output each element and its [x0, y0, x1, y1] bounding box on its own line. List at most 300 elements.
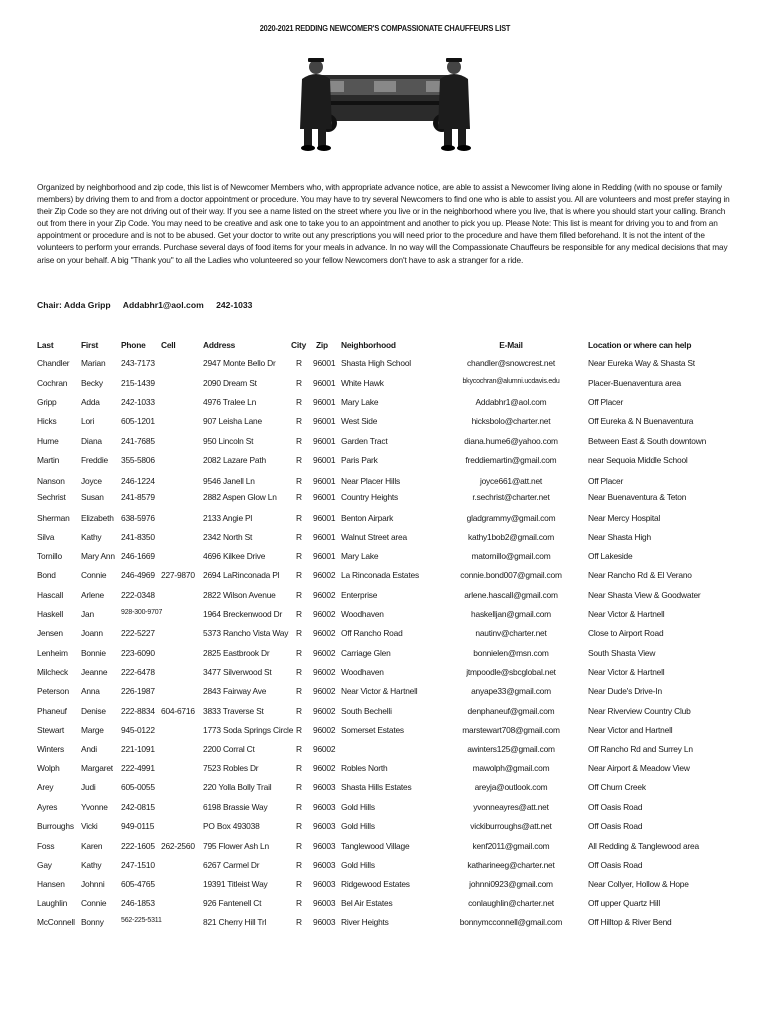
row-first-name: Arlene — [81, 590, 105, 600]
row-city: R — [296, 416, 302, 426]
row-address: 5373 Rancho Vista Way — [203, 628, 289, 638]
row-last-name: Milcheck — [37, 667, 68, 677]
row-neighborhood: Woodhaven — [341, 667, 384, 677]
row-city: R — [296, 821, 302, 831]
table-row — [0, 609, 770, 625]
row-email: bonnielen@msn.com — [473, 648, 549, 658]
row-phone: 222-5227 — [121, 628, 155, 638]
table-header — [0, 340, 770, 352]
row-zip: 96002 — [313, 706, 336, 716]
row-zip: 96001 — [313, 378, 336, 388]
row-email: areyja@outlook.com — [474, 782, 548, 792]
row-address: PO Box 493038 — [203, 821, 260, 831]
table-row — [0, 841, 770, 857]
row-city: R — [296, 763, 302, 773]
limousine-chauffeurs-illustration — [298, 55, 472, 153]
row-city: R — [296, 513, 302, 523]
row-zip: 96002 — [313, 725, 336, 735]
row-address: 9546 Janell Ln — [203, 476, 255, 486]
row-email: kathy1bob2@gmail.com — [468, 532, 554, 542]
row-phone: 226-1987 — [121, 686, 155, 696]
row-location: Near Victor and Hartnell — [588, 725, 673, 735]
row-first-name: Joyce — [81, 476, 102, 486]
row-city: R — [296, 570, 302, 580]
row-location: Off Oasis Road — [588, 802, 643, 812]
row-address: 19391 Titleist Way — [203, 879, 268, 889]
row-last-name: Burroughs — [37, 821, 74, 831]
chair-line — [37, 300, 262, 310]
row-address: 6267 Carmel Dr — [203, 860, 260, 870]
row-first-name: Diana — [81, 436, 102, 446]
row-zip: 96002 — [313, 609, 336, 619]
row-last-name: Hascall — [37, 590, 64, 600]
row-city: R — [296, 358, 302, 368]
row-first-name: Johnni — [81, 879, 105, 889]
row-neighborhood: West Side — [341, 416, 378, 426]
header-location: Location or where can help — [588, 340, 692, 350]
row-phone: 246-4969 — [121, 570, 155, 580]
row-address: 2843 Fairway Ave — [203, 686, 267, 696]
table-row — [0, 879, 770, 895]
row-city: R — [296, 378, 302, 388]
row-phone: 222-0348 — [121, 590, 155, 600]
table-row — [0, 397, 770, 413]
chair-email: Addabhr1@aol.com — [122, 300, 204, 310]
row-last-name: Stewart — [37, 725, 64, 735]
row-first-name: Connie — [81, 570, 107, 580]
row-zip: 96001 — [313, 397, 336, 407]
row-location: Near Victor & Hartnell — [588, 667, 665, 677]
table-row — [0, 706, 770, 722]
row-email: arlene.hascall@gmail.com — [464, 590, 558, 600]
page-title: 2020-2021 REDDING NEWCOMER'S COMPASSIONATE CHAUFFEURS LIST — [259, 24, 511, 33]
row-location: South Shasta View — [588, 648, 656, 658]
row-neighborhood: Walnut Street area — [341, 532, 407, 542]
row-email: yvonneayres@att.net — [473, 802, 549, 812]
row-neighborhood: South Bechelli — [341, 706, 392, 716]
row-zip: 96003 — [313, 860, 336, 870]
row-last-name: Haskell — [37, 609, 64, 619]
row-last-name: Hansen — [37, 879, 65, 889]
row-last-name: Cochran — [37, 378, 68, 388]
row-first-name: Denise — [81, 706, 106, 716]
table-row — [0, 378, 770, 394]
row-address: 2200 Corral Ct — [203, 744, 255, 754]
row-email: chandler@snowcrest.net — [467, 358, 555, 368]
row-first-name: Anna — [81, 686, 100, 696]
row-email: conlaughlin@charter.net — [468, 898, 554, 908]
row-city: R — [296, 917, 302, 927]
row-zip: 96002 — [313, 590, 336, 600]
row-last-name: McConnell — [37, 917, 75, 927]
row-first-name: Andi — [81, 744, 97, 754]
row-phone: 605-4765 — [121, 879, 155, 889]
row-phone: 243-7173 — [121, 358, 155, 368]
row-last-name: Gay — [37, 860, 52, 870]
row-city: R — [296, 590, 302, 600]
row-neighborhood: Country Heights — [341, 492, 399, 502]
row-address: 2133 Angie Pl — [203, 513, 253, 523]
row-zip: 96001 — [313, 455, 336, 465]
row-neighborhood: Gold Hills — [341, 821, 375, 831]
row-location: near Sequoia Middle School — [588, 455, 688, 465]
row-first-name: Freddie — [81, 455, 108, 465]
row-address: 2882 Aspen Glow Ln — [203, 492, 277, 502]
row-city: R — [296, 667, 302, 677]
table-row — [0, 416, 770, 432]
row-last-name: Phaneuf — [37, 706, 67, 716]
row-last-name: Wolph — [37, 763, 60, 773]
row-location: Near Shasta High — [588, 532, 651, 542]
header-phone: Phone — [121, 340, 146, 350]
row-neighborhood: La Rinconada Estates — [341, 570, 419, 580]
table-row — [0, 476, 770, 492]
header-neighborhood: Neighborhood — [341, 340, 396, 350]
row-location: Near Riverview Country Club — [588, 706, 691, 716]
row-phone: 605-1201 — [121, 416, 155, 426]
row-zip: 96002 — [313, 667, 336, 677]
row-location: Near Mercy Hospital — [588, 513, 661, 523]
row-neighborhood: Enterprise — [341, 590, 378, 600]
row-address: 2694 LaRinconada Pl — [203, 570, 280, 580]
row-zip: 96002 — [313, 686, 336, 696]
row-last-name: Hume — [37, 436, 59, 446]
row-first-name: Jan — [81, 609, 94, 619]
table-row — [0, 455, 770, 471]
row-phone: 215-1439 — [121, 378, 155, 388]
table-row — [0, 686, 770, 702]
header-zip: Zip — [316, 340, 328, 350]
row-city: R — [296, 879, 302, 889]
row-first-name: Margaret — [81, 763, 113, 773]
row-first-name: Susan — [81, 492, 104, 502]
row-neighborhood: Near Placer Hills — [341, 476, 400, 486]
row-zip: 96002 — [313, 744, 336, 754]
row-location: Off Placer — [588, 397, 624, 407]
row-phone: 605-0055 — [121, 782, 155, 792]
row-phone: 242-0815 — [121, 802, 155, 812]
row-last-name: Peterson — [37, 686, 69, 696]
row-last-name: Martin — [37, 455, 60, 465]
row-city: R — [296, 841, 302, 851]
row-email: marstewart708@gmail.com — [462, 725, 560, 735]
table-row — [0, 917, 770, 933]
row-last-name: Laughlin — [37, 898, 68, 908]
row-city: R — [296, 551, 302, 561]
row-city: R — [296, 744, 302, 754]
row-address: 2822 Wilson Avenue — [203, 590, 276, 600]
row-phone: 223-6090 — [121, 648, 155, 658]
chair-name: Chair: Adda Gripp — [37, 300, 111, 310]
row-zip: 96001 — [313, 358, 336, 368]
row-zip: 96002 — [313, 628, 336, 638]
chair-phone: 242-1033 — [216, 300, 253, 310]
row-neighborhood: Gold Hills — [341, 860, 375, 870]
table-row — [0, 513, 770, 529]
row-email: joyce661@att.net — [479, 476, 543, 486]
row-last-name: Chandler — [37, 358, 70, 368]
row-email: freddiemartin@gmail.com — [465, 455, 557, 465]
row-location: Off Eureka & N Buenaventura — [588, 416, 694, 426]
row-neighborhood: Carriage Glen — [341, 648, 391, 658]
row-zip: 96002 — [313, 570, 336, 580]
row-email: bonnymcconnell@gmail.com — [459, 917, 563, 927]
row-first-name: Karen — [81, 841, 103, 851]
row-neighborhood: White Hawk — [341, 378, 384, 388]
row-email: bkycochran@alumni.ucdavis.edu — [462, 378, 560, 385]
row-location: Near Shasta View & Goodwater — [588, 590, 701, 600]
row-city: R — [296, 898, 302, 908]
row-location: Near Eureka Way & Shasta St — [588, 358, 695, 368]
row-first-name: Marian — [81, 358, 106, 368]
row-zip: 96003 — [313, 841, 336, 851]
row-address: 4976 Tralee Ln — [203, 397, 257, 407]
table-row — [0, 763, 770, 779]
row-email: nautinv@charter.net — [475, 628, 547, 638]
row-first-name: Judi — [81, 782, 96, 792]
table-row — [0, 570, 770, 586]
row-address: 907 Leisha Lane — [203, 416, 262, 426]
row-email: denphaneuf@gmail.com — [467, 706, 555, 716]
row-phone: 246-1853 — [121, 898, 155, 908]
table-row — [0, 821, 770, 837]
row-city: R — [296, 436, 302, 446]
row-zip: 96003 — [313, 782, 336, 792]
row-first-name: Kathy — [81, 860, 102, 870]
row-phone: 247-1510 — [121, 860, 155, 870]
row-email: jtmpoodle@sbcglobal.net — [466, 667, 556, 677]
row-address: 2342 North St — [203, 532, 253, 542]
header-last: Last — [37, 340, 54, 350]
row-zip: 96001 — [313, 551, 336, 561]
row-phone: 242-1033 — [121, 397, 155, 407]
row-email: diana.hume6@yahoo.com — [464, 436, 558, 446]
row-phone: 222-6478 — [121, 667, 155, 677]
row-first-name: Lori — [81, 416, 95, 426]
row-phone: 562-225-5311 — [121, 917, 162, 924]
row-neighborhood: Off Rancho Road — [341, 628, 403, 638]
row-phone: 945-0122 — [121, 725, 155, 735]
table-row — [0, 436, 770, 452]
row-address: 821 Cherry Hill Trl — [203, 917, 267, 927]
table-row — [0, 744, 770, 760]
row-city: R — [296, 725, 302, 735]
row-location: Off Oasis Road — [588, 821, 643, 831]
row-email: vickiburroughs@att.net — [470, 821, 552, 831]
table-row — [0, 358, 770, 374]
row-email: gladgrammy@gmail.com — [466, 513, 556, 523]
row-first-name: Yvonne — [81, 802, 108, 812]
table-row — [0, 628, 770, 644]
table-row — [0, 532, 770, 548]
row-city: R — [296, 802, 302, 812]
header-first: First — [81, 340, 99, 350]
table-row — [0, 860, 770, 876]
row-location: Between East & South downtown — [588, 436, 707, 446]
table-row — [0, 551, 770, 567]
row-phone: 246-1669 — [121, 551, 155, 561]
row-address: 1773 Soda Springs Circle — [203, 725, 294, 735]
row-location: Near Rancho Rd & El Verano — [588, 570, 692, 580]
row-phone: 222-8834 — [121, 706, 155, 716]
row-email: hicksbolo@charter.net — [471, 416, 551, 426]
row-city: R — [296, 648, 302, 658]
row-last-name: Arey — [37, 782, 54, 792]
row-zip: 96001 — [313, 492, 336, 502]
row-location: Off Oasis Road — [588, 860, 643, 870]
row-address: 4696 Kilkee Drive — [203, 551, 266, 561]
table-row — [0, 590, 770, 606]
row-last-name: Lenheim — [37, 648, 68, 658]
row-last-name: Winters — [37, 744, 64, 754]
row-email: mawolph@gmail.com — [472, 763, 550, 773]
row-phone: 949-0115 — [121, 821, 155, 831]
row-zip: 96003 — [313, 917, 336, 927]
row-zip: 96002 — [313, 763, 336, 773]
row-first-name: Elizabeth — [81, 513, 114, 523]
row-city: R — [296, 532, 302, 542]
row-location: Near Airport & Meadow View — [588, 763, 690, 773]
row-zip: 96003 — [313, 821, 336, 831]
row-cell-phone: 227-9870 — [161, 570, 195, 580]
row-first-name: Mary Ann — [81, 551, 115, 561]
row-neighborhood: Mary Lake — [341, 551, 379, 561]
row-email: Addabhr1@aol.com — [475, 397, 547, 407]
table-row — [0, 898, 770, 914]
row-last-name: Tornillo — [37, 551, 62, 561]
row-address: 2090 Dream St — [203, 378, 257, 388]
row-city: R — [296, 628, 302, 638]
row-address: 795 Flower Ash Ln — [203, 841, 269, 851]
row-address: 1964 Breckenwood Dr — [203, 609, 283, 619]
row-last-name: Ayres — [37, 802, 58, 812]
row-zip: 96003 — [313, 879, 336, 889]
row-last-name: Nanson — [37, 476, 65, 486]
row-last-name: Bond — [37, 570, 56, 580]
row-neighborhood: Mary Lake — [341, 397, 379, 407]
row-neighborhood: Benton Airpark — [341, 513, 394, 523]
table-row — [0, 492, 770, 508]
row-phone: 638-5976 — [121, 513, 155, 523]
row-neighborhood: Somerset Estates — [341, 725, 404, 735]
row-city: R — [296, 455, 302, 465]
row-phone: 222-4991 — [121, 763, 155, 773]
table-row — [0, 648, 770, 664]
row-first-name: Jeanne — [81, 667, 108, 677]
row-address: 926 Fantenell Ct — [203, 898, 262, 908]
row-city: R — [296, 782, 302, 792]
row-neighborhood: River Heights — [341, 917, 389, 927]
row-cell-phone: 604-6716 — [161, 706, 195, 716]
row-zip: 96001 — [313, 532, 336, 542]
row-zip: 96003 — [313, 802, 336, 812]
row-location: Off Rancho Rd and Surrey Ln — [588, 744, 693, 754]
row-neighborhood: Shasta High School — [341, 358, 411, 368]
row-zip: 96002 — [313, 648, 336, 658]
row-last-name: Silva — [37, 532, 55, 542]
row-neighborhood: Paris Park — [341, 455, 378, 465]
row-phone: 221-1091 — [121, 744, 155, 754]
row-city: R — [296, 686, 302, 696]
row-location: Off Lakeside — [588, 551, 633, 561]
row-address: 3477 Silverwood St — [203, 667, 272, 677]
row-city: R — [296, 860, 302, 870]
row-location: Close to Airport Road — [588, 628, 664, 638]
row-location: Off Placer — [588, 476, 624, 486]
row-phone: 241-7685 — [121, 436, 155, 446]
row-neighborhood: Garden Tract — [341, 436, 388, 446]
row-neighborhood: Near Victor & Hartnell — [341, 686, 418, 696]
row-email: matornillo@gmail.com — [471, 551, 551, 561]
row-location: Near Buenaventura & Teton — [588, 492, 687, 502]
row-last-name: Gripp — [37, 397, 57, 407]
row-phone: 241-8579 — [121, 492, 155, 502]
row-last-name: Hicks — [37, 416, 57, 426]
row-location: All Redding & Tanglewood area — [588, 841, 699, 851]
row-phone: 355-5806 — [121, 455, 155, 465]
row-zip: 96001 — [313, 476, 336, 486]
row-location: Off Hilltop & River Bend — [588, 917, 672, 927]
row-neighborhood: Shasta Hills Estates — [341, 782, 412, 792]
row-neighborhood: Tanglewood Village — [341, 841, 410, 851]
row-address: 3833 Traverse St — [203, 706, 264, 716]
row-first-name: Bonnie — [81, 648, 106, 658]
row-zip: 96001 — [313, 416, 336, 426]
row-phone: 222-1605 — [121, 841, 155, 851]
row-neighborhood: Robles North — [341, 763, 388, 773]
row-email: awinters125@gmail.com — [467, 744, 555, 754]
row-first-name: Becky — [81, 378, 103, 388]
row-first-name: Connie — [81, 898, 107, 908]
row-email: kenf2011@gmail.com — [472, 841, 550, 851]
row-address: 220 Yolla Bolly Trail — [203, 782, 272, 792]
row-first-name: Bonny — [81, 917, 104, 927]
row-address: 2825 Eastbrook Dr — [203, 648, 270, 658]
row-phone: 928-300-9707 — [121, 609, 163, 616]
table-row — [0, 667, 770, 683]
row-address: 950 Lincoln St — [203, 436, 254, 446]
row-first-name: Marge — [81, 725, 104, 735]
row-email: r.sechrist@charter.net — [472, 492, 550, 502]
row-address: 7523 Robles Dr — [203, 763, 259, 773]
table-row — [0, 782, 770, 798]
row-neighborhood: Bel Air Estates — [341, 898, 393, 908]
row-email: katharineeg@charter.net — [467, 860, 555, 870]
row-city: R — [296, 706, 302, 716]
row-location: Near Dude's Drive-In — [588, 686, 662, 696]
header-address: Address — [203, 340, 236, 350]
table-row — [0, 725, 770, 741]
row-first-name: Adda — [81, 397, 100, 407]
row-address: 6198 Brassie Way — [203, 802, 268, 812]
row-city: R — [296, 609, 302, 619]
header-cell: Cell — [161, 340, 176, 350]
row-email: anyape33@gmail.com — [471, 686, 551, 696]
row-zip: 96003 — [313, 898, 336, 908]
row-email: johnni0923@gmail.com — [469, 879, 553, 889]
header-email: E-Mail — [499, 340, 523, 350]
row-phone: 241-8350 — [121, 532, 155, 542]
row-address: 2947 Monte Bello Dr — [203, 358, 276, 368]
row-address: 2082 Lazare Path — [203, 455, 266, 465]
row-neighborhood: Gold Hills — [341, 802, 375, 812]
row-phone: 246-1224 — [121, 476, 155, 486]
row-cell-phone: 262-2560 — [161, 841, 195, 851]
row-email: haskelljan@gmail.com — [471, 609, 551, 619]
row-email: connie.bond007@gmail.com — [460, 570, 562, 580]
row-last-name: Sechrist — [37, 492, 66, 502]
row-last-name: Sherman — [37, 513, 70, 523]
